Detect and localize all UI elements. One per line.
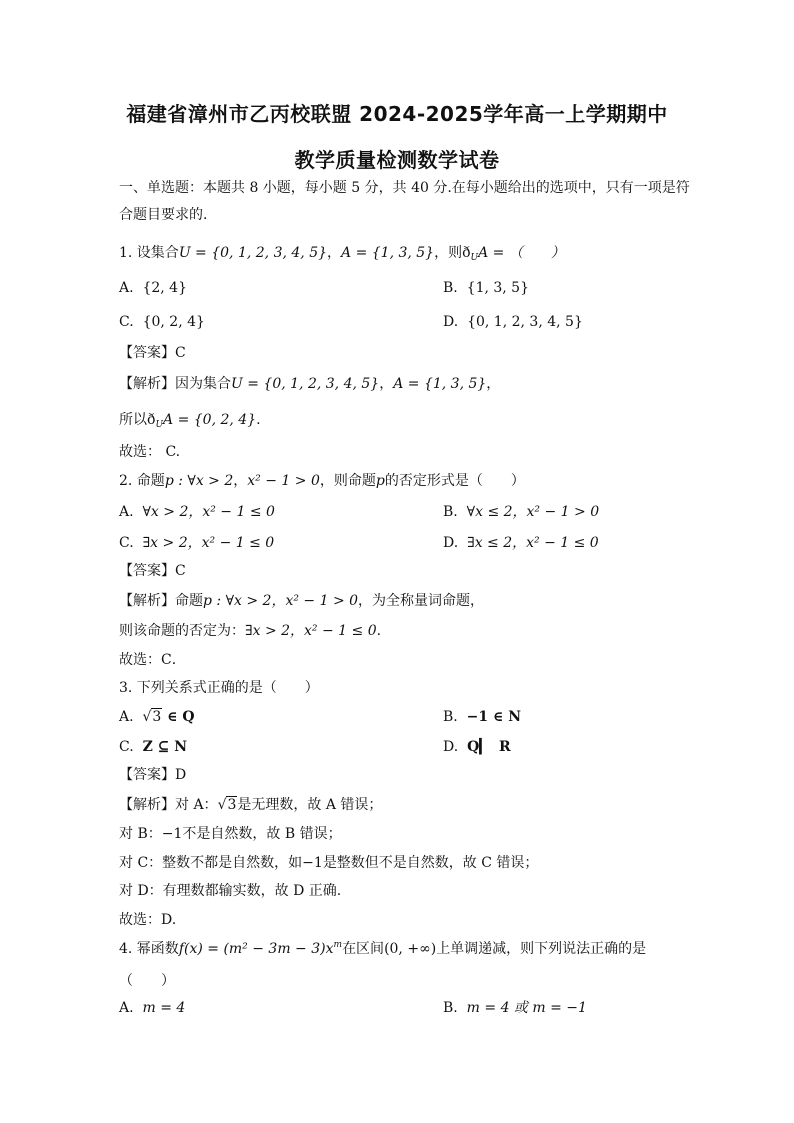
section-instruction-line-2: 合题目要求的.: [119, 207, 208, 223]
q1-analysis-end: ，: [486, 376, 501, 392]
q1-option-c: [119, 313, 205, 331]
q4-option-a: [119, 999, 185, 1017]
q1-analysis-line-2: [119, 411, 261, 429]
q3-analysis-c-expr: −1: [302, 855, 323, 871]
q3-option-a-label: A.: [119, 709, 134, 725]
q4-option-b-text: m = 4 或 m = −1: [466, 1000, 587, 1016]
q2-analysis-line-2: [119, 622, 381, 640]
q1-analysis-sep: ，: [379, 376, 394, 392]
q2-option-d: [443, 534, 599, 552]
q2-choose: 故选：C．: [119, 652, 186, 668]
q2-stem-mid: ，则命题: [319, 473, 376, 489]
q1-analysis2-end: .: [256, 412, 261, 428]
q3-option-d-bar: ▎: [479, 739, 491, 755]
q2-analysis-expr: p : ∀x > 2，x² − 1 > 0: [203, 593, 359, 609]
q1-option-b-text: {1, 3, 5}: [466, 280, 529, 296]
q2-option-a-text: ∀x > 2，x² − 1 ≤ 0: [142, 504, 275, 520]
q1-option-a-label: A.: [119, 280, 134, 296]
q4-option-a-label: A.: [119, 1000, 134, 1016]
q1-answer: 【答案】C: [119, 345, 186, 361]
q1-option-b-label: B.: [443, 280, 458, 296]
q4-stem-mid: 在区间: [342, 941, 385, 957]
q2-stem-expr: x² − 1 > 0: [247, 473, 320, 489]
q1-analysis2-expr: A = {0, 2, 4}: [163, 412, 257, 428]
q3-option-a-radicand: 3: [152, 709, 162, 725]
q4-stem-head: 4. 幂函数: [119, 941, 179, 957]
q2-option-c: [119, 534, 274, 552]
q1-analysis-set-u: U = {0, 1, 2, 3, 4, 5}: [231, 376, 380, 392]
q3-analysis-c-tail: 是整数但不是自然数，故 C 错误；: [322, 855, 539, 871]
q1-analysis-head: 【解析】因为集合: [119, 376, 231, 392]
q1-option-a: [119, 279, 187, 297]
q4-option-a-text: m = 4: [142, 1000, 186, 1016]
q1-then: ，则: [434, 245, 463, 261]
q1-analysis-line-1: [119, 375, 500, 393]
q3-answer: 【答案】D: [119, 767, 187, 783]
q1-option-d: [443, 313, 583, 331]
q3-analysis-b-head: 对 B：: [119, 826, 162, 842]
q1-analysis-set-a: A = {1, 3, 5}: [393, 376, 487, 392]
q2-option-b-label: B.: [443, 504, 458, 520]
q3-analysis-d: 对 D：有理数都输实数，故 D 正确.: [119, 883, 342, 899]
q3-analysis-b-tail: 不是自然数，故 B 错误；: [182, 826, 342, 842]
q3-analysis-a-tail: 是无理数，故 A 错误；: [237, 797, 383, 813]
q3-option-a: [119, 708, 195, 726]
q1-complement-tail: A = （ ）: [478, 245, 565, 261]
q2-stem-p2: p: [375, 473, 385, 489]
q2-option-a: [119, 503, 275, 521]
q4-stem-func: f(x) = (m² − 3m − 3)x: [178, 941, 334, 957]
q1-set-u: U = {0, 1, 2, 3, 4, 5}: [178, 245, 328, 261]
q3-analysis-a-head: 【解析】对 A：: [119, 797, 218, 813]
q3-option-b: [443, 708, 521, 726]
exam-title-line-1: 福建省漳州市乙丙校联盟 2024-2025学年高一上学期期中: [126, 102, 668, 126]
q1-set-a: A = {1, 3, 5}: [341, 245, 435, 261]
q2-analysis2-expr: ∃x > 2，x² − 1 ≤ 0: [245, 623, 377, 639]
q2-analysis-tail: ，为全称量词命题，: [358, 593, 485, 609]
q3-option-a-rel: ∈ Q: [162, 709, 195, 725]
q1-stem-number: 1. 设集合: [119, 245, 179, 261]
q1-option-a-text: {2, 4}: [142, 280, 187, 296]
q4-stem-interval: (0, +∞): [384, 941, 437, 957]
q1-option-c-label: C.: [119, 314, 134, 330]
q3-option-d-label: D.: [443, 739, 459, 755]
q2-analysis2-head: 则该命题的否定为：: [119, 623, 245, 639]
q1-complement-sub: U: [470, 253, 479, 263]
q2-analysis-head: 【解析】命题: [119, 593, 203, 609]
q1-choose: 故选： C.: [119, 444, 181, 460]
q4-stem-tail: 上单调递减，则下列说法正确的是: [436, 941, 647, 957]
q3-analysis-c-head: 对 C：整数不都是自然数，如: [119, 855, 303, 871]
q3-analysis-c: [119, 854, 538, 872]
q3-option-d-r: R: [498, 739, 511, 755]
q2-stem-p: p : ∀x > 2: [164, 473, 234, 489]
q3-option-c-text: Z ⊆ N: [142, 739, 188, 755]
q1-stem: [119, 244, 565, 262]
q2-option-a-label: A.: [119, 504, 134, 520]
q2-stem-sep: ，: [233, 473, 248, 489]
q3-choose: 故选：D.: [119, 912, 177, 928]
q3-stem: 3. 下列关系式正确的是（ ）: [119, 680, 319, 696]
q2-stem: [119, 472, 525, 490]
q2-option-c-label: C.: [119, 535, 134, 551]
q1-option-c-text: {0, 2, 4}: [142, 314, 205, 330]
q3-analysis-a: [119, 796, 382, 814]
q1-option-d-text: {0, 1, 2, 3, 4, 5}: [467, 314, 583, 330]
q3-analysis-a-sqrt-sign: √: [217, 797, 227, 813]
q1-analysis2-complement: ð: [147, 412, 156, 428]
section-instruction-line-1: 一、单选题：本题共 8 小题，每小题 5 分，共 40 分.在每小题给出的选项中，只有一项是符: [119, 180, 690, 196]
q1-option-b: [443, 279, 529, 297]
q3-option-d-q: Q: [467, 739, 480, 755]
q3-option-a-sqrt-sign: √: [142, 709, 152, 725]
q3-option-b-text: −1 ∈ N: [466, 709, 522, 725]
q3-analysis-b-expr: −1: [161, 826, 183, 842]
q3-option-b-label: B.: [443, 709, 458, 725]
q2-option-c-text: ∃x > 2，x² − 1 ≤ 0: [142, 535, 275, 551]
q3-option-d: [443, 738, 511, 756]
q1-analysis2-complement-sub: U: [155, 420, 164, 430]
q1-option-d-label: D.: [443, 314, 459, 330]
q4-option-b-label: B.: [443, 1000, 458, 1016]
exam-title-line-2: 教学质量检测数学试卷: [294, 148, 500, 172]
q3-option-c: [119, 738, 187, 756]
q2-stem-tail: 的否定形式是（ ）: [384, 473, 525, 489]
q3-analysis-a-radicand: 3: [227, 797, 237, 813]
q2-answer: 【答案】C: [119, 563, 186, 579]
q4-stem: [119, 940, 646, 958]
q2-option-b-text: ∀x ≤ 2，x² − 1 > 0: [466, 504, 600, 520]
q2-analysis2-end: .: [376, 623, 382, 639]
q1-sep: ，: [327, 245, 342, 261]
q3-analysis-b: [119, 825, 342, 843]
q4-stem-exponent: m: [333, 940, 343, 950]
q3-option-c-label: C.: [119, 739, 134, 755]
q2-stem-head: 2. 命题: [119, 473, 165, 489]
q1-complement-symbol: ð: [462, 245, 471, 261]
q4-option-b: [443, 999, 587, 1017]
q4-stem-line-2: （ ）: [119, 973, 175, 989]
q2-option-d-text: ∃x ≤ 2，x² − 1 ≤ 0: [467, 535, 599, 551]
q2-analysis-line-1: [119, 592, 484, 610]
q2-option-b: [443, 503, 599, 521]
q1-analysis2-head: 所以: [119, 412, 147, 428]
q2-option-d-label: D.: [443, 535, 459, 551]
